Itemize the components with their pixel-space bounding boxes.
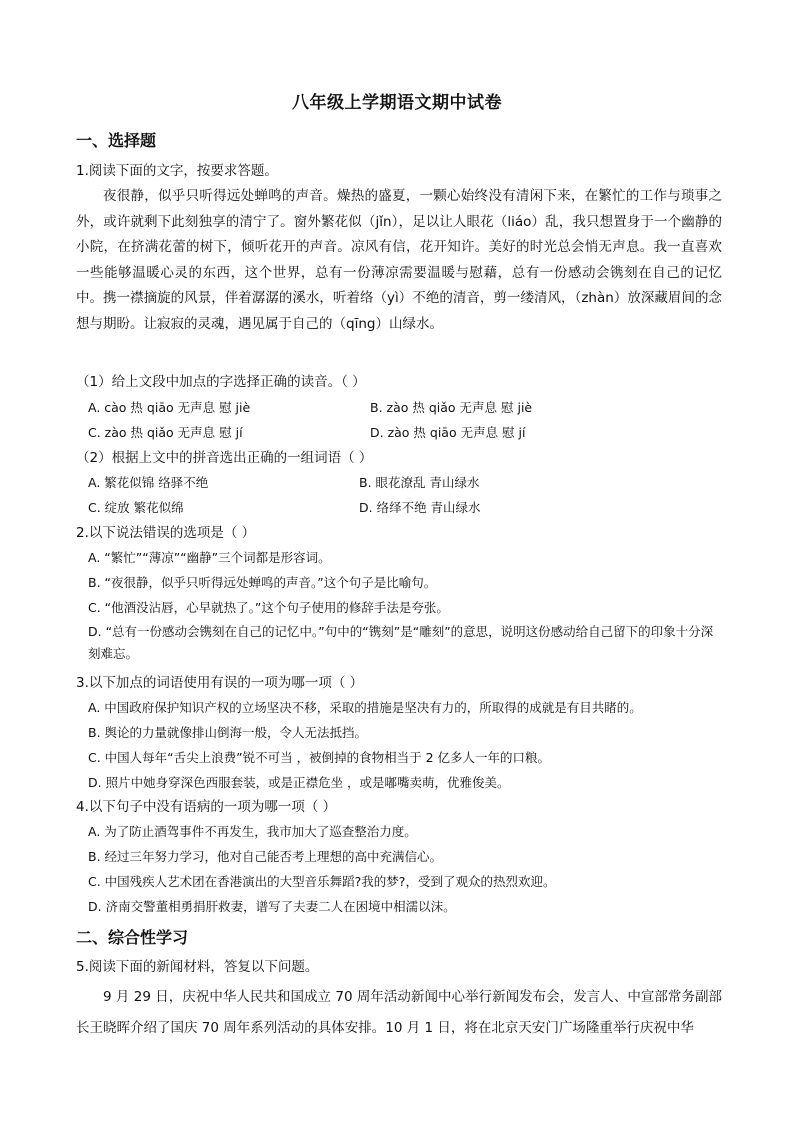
question-1-1-option-d: D. zào 热 qiāo 无声息 慰 jí — [370, 425, 526, 440]
question-4-option-a: A. 为了防止酒驾事件不再发生，我市加大了巡查整治力度。 — [88, 824, 417, 839]
question-5-passage: 9 月 29 日，庆祝中华人民共和国成立 70 周年活动新闻中心举行新闻发布会，发言人、中宣部常务副部长王晓晖介绍了国庆 70 周年系列活动的具体安排。10 月 1 日，将在北京天安门广场隆重举行庆祝中华 — [76, 989, 722, 1036]
question-3-option-a: A. 中国政府保护知识产权的立场坚决不移，采取的措施是坚决有力的，所取得的成就是有目共睹的。 — [88, 700, 642, 715]
question-4-option-d: D. 济南交警董相勇捐肝救妻，谱写了夫妻二人在困境中相濡以沫。 — [88, 899, 456, 914]
question-3-stem: 3.以下加点的词语使用有误的一项为哪一项（ ） — [76, 675, 364, 691]
question-1-1-option-b: B. zào 热 qiǎo 无声息 慰 jiè — [370, 400, 533, 415]
question-2-option-b: B. “夜很静，似乎只听得远处蝉鸣的声音。”这个句子是比喻句。 — [88, 575, 437, 590]
question-2-option-a: A. “繁忙”“薄凉”“幽静”三个词都是形容词。 — [88, 550, 331, 565]
section-heading-comprehensive: 二、综合性学习 — [76, 928, 189, 947]
question-2-option-d: D. “总有一份感动会镌刻在自己的记忆中。”句中的“镌刻”是“雕刻”的意思，说明这份感动给自己留下的印象十分深刻难忘。 — [88, 624, 714, 661]
page-title: 八年级上学期语文期中试卷 — [292, 93, 502, 113]
question-1-2-option-d: D. 络绎不绝 青山绿水 — [359, 500, 481, 515]
question-1-1-stem: （1）给上文段中加点的字选择正确的读音。（ ） — [76, 374, 366, 390]
question-4-option-b: B. 经过三年努力学习，他对自己能否考上理想的高中充满信心。 — [88, 849, 443, 864]
question-5-stem: 5.阅读下面的新闻材料，答复以下问题。 — [76, 959, 319, 975]
section-heading-choice: 一、选择题 — [76, 131, 157, 150]
question-2-stem: 2.以下说法错误的选项是（ ） — [76, 525, 256, 541]
question-1-2-stem: （2）根据上文中的拼音选出正确的一组词语（ ） — [76, 450, 373, 466]
question-1-passage: 夜很静，似乎只听得远处蝉鸣的声音。燥热的盛夏，一颗心始终没有清闲下来，在繁忙的工作与琐事之外，或许就剩下此刻独享的清宁了。窗外繁花似（jǐn），足以让人眼花（liáo）乱，我只想置身于一个幽静的小院，在挤满花蕾的树下，倾听花开的声音。凉风有信，花开知许。美好的时光总会悄无声息。我一直喜欢一些能够温暖心灵的东西，这个世界，总有一份薄凉需要温暖与慰藉，总有一份感动会镌刻在自己的记忆中。携一襟摘旋的风景，伴着潺潺的溪水，听着络（yì）不绝的清音，剪一缕清风，（zhàn）放深藏眉间的念想与期盼。让寂寂的灵魂，遇见属于自己的（qīng）山绿水。 — [76, 188, 722, 332]
question-3-option-b: B. 舆论的力量就像排山倒海一般，令人无法抵挡。 — [88, 725, 368, 740]
question-4-stem: 4.以下句子中没有语病的一项为哪一项（ ） — [76, 799, 337, 815]
question-1-1-option-c: C. zào 热 qiǎo 无声息 慰 jí — [88, 425, 243, 440]
question-1-2-option-b: B. 眼花潦乱 青山绿水 — [359, 475, 480, 490]
question-1-2-option-c: C. 绽放 繁花似绵 — [88, 500, 184, 515]
question-3-option-d: D. 照片中她身穿深色西服套装，或是正襟危坐 ，或是嘟嘴卖萌，优雅俊美。 — [88, 775, 510, 790]
question-1-1-option-a: A. cào 热 qiāo 无声息 慰 jiè — [88, 400, 251, 415]
question-4-option-c: C. 中国残疾人艺术团在香港演出的大型音乐舞蹈?我的梦?，受到了观众的热烈欢迎。 — [88, 874, 556, 889]
question-3-option-c: C. 中国人每年“舌尖上浪费”锐不可当 ，被倒掉的食物相当于 2 亿多人一年的口粮。 — [88, 750, 551, 765]
question-2-option-c: C. “他酒没沾唇，心早就热了。”这个句子使用的修辞手法是夸张。 — [88, 600, 449, 615]
question-1-stem: 1.阅读下面的文字，按要求答题。 — [76, 163, 278, 179]
question-1-2-option-a: A. 繁花似锦 络驿不绝 — [88, 475, 209, 490]
